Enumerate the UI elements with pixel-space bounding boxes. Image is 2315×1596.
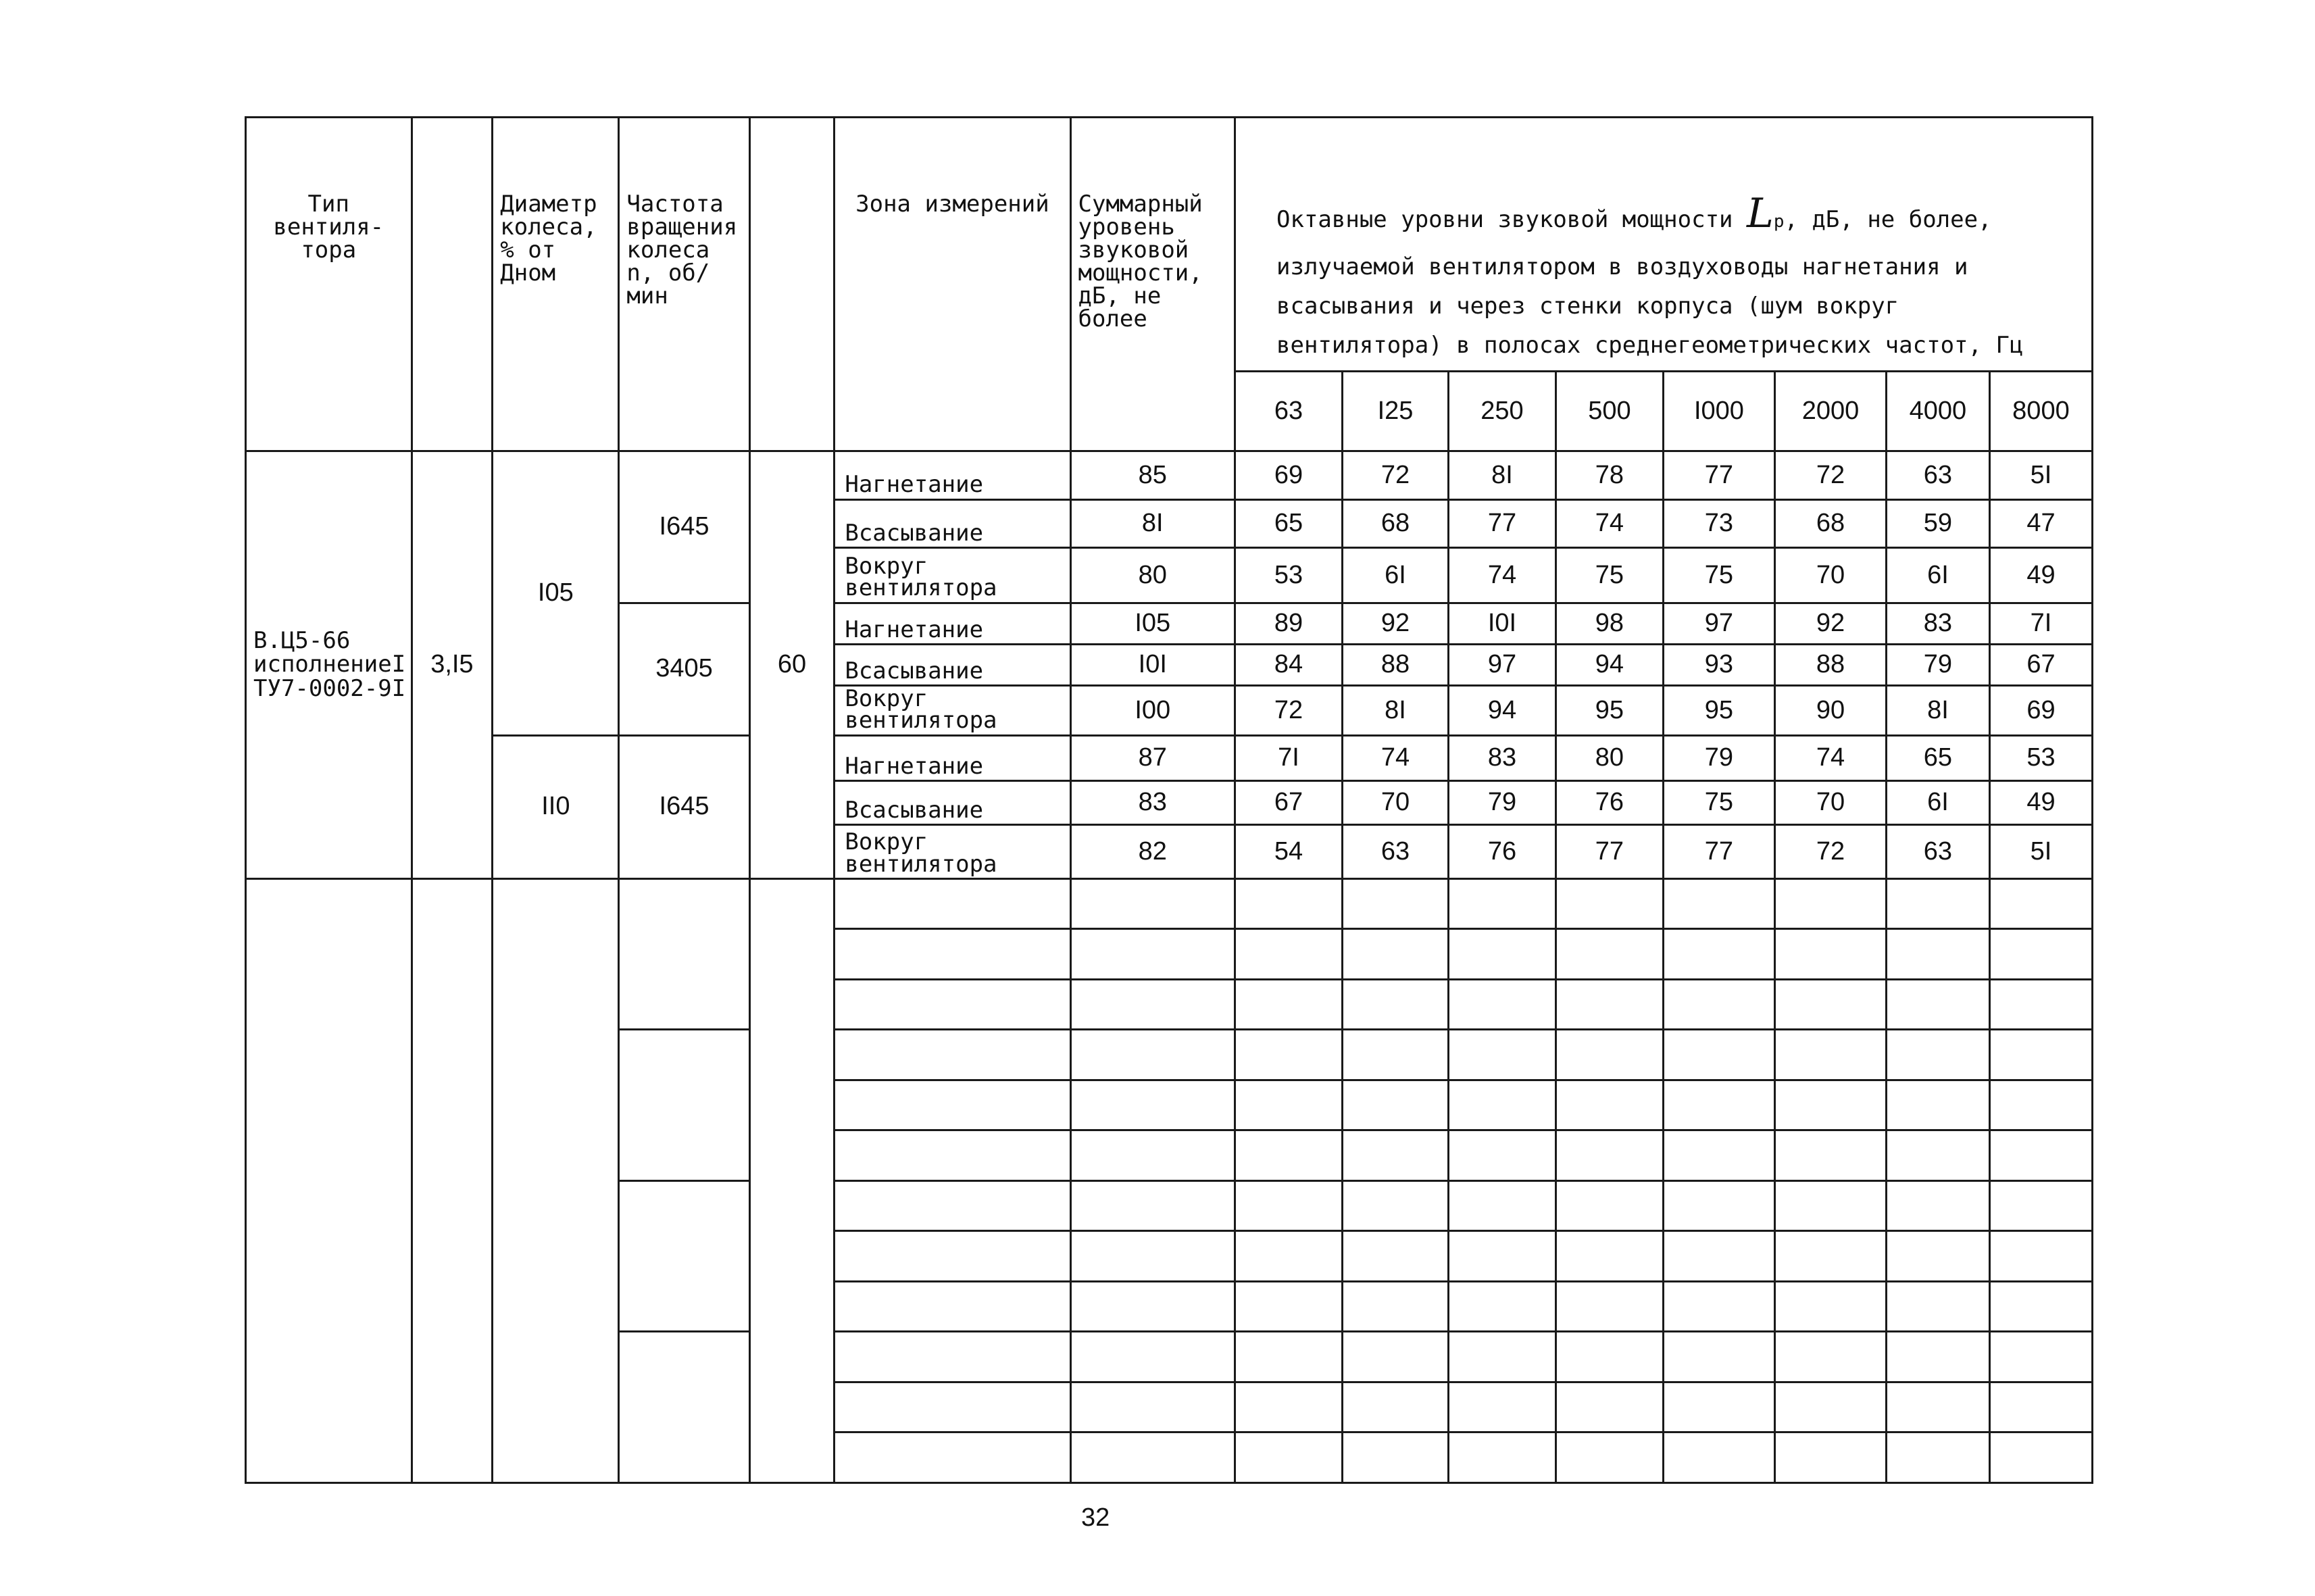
- empty-cell: [1448, 1382, 1555, 1432]
- empty-cell: [1448, 1130, 1555, 1180]
- empty-cell: [1555, 1130, 1663, 1180]
- empty-cell: [1555, 1080, 1663, 1130]
- empty-cell: [1886, 1332, 1989, 1382]
- zone-cell: Вокруг вентилятора: [835, 686, 1070, 735]
- empty-cell: [1343, 1382, 1449, 1432]
- header-total-level: Суммарный уровень звуковой мощности, дБ, не более: [1070, 118, 1235, 451]
- empty-cell: [1070, 1332, 1235, 1382]
- empty-cell: [1886, 1080, 1989, 1130]
- freq-header-cell: 250: [1448, 371, 1555, 451]
- octave-level-cell: 49: [1989, 548, 2092, 603]
- empty-cell: [1070, 1382, 1235, 1432]
- empty-cell: [835, 1382, 1070, 1432]
- empty-cell: [1989, 929, 2092, 979]
- empty-cell: [1070, 1130, 1235, 1180]
- header-speed: Частота вращения колеса n, об/мин: [619, 118, 749, 451]
- empty-cell: [835, 1080, 1070, 1130]
- empty-cell: [1886, 979, 1989, 1029]
- empty-cell: [1774, 1332, 1886, 1382]
- empty-cell: [1343, 929, 1449, 979]
- empty-cell: [1663, 878, 1774, 928]
- empty-cell: [1070, 1030, 1235, 1080]
- octave-level-cell: 72: [1774, 825, 1886, 879]
- octave-level-cell: 63: [1886, 451, 1989, 499]
- empty-cell: [1448, 1080, 1555, 1130]
- total-level-cell: 85: [1070, 451, 1235, 499]
- empty-cell: [1886, 1281, 1989, 1331]
- empty-cell: [1448, 1231, 1555, 1281]
- octave-level-cell: 90: [1774, 686, 1886, 735]
- octave-level-cell: 97: [1663, 603, 1774, 644]
- octave-level-cell: 95: [1663, 686, 1774, 735]
- freq-header-cell: 4000: [1886, 371, 1989, 451]
- empty-cell: [1989, 979, 2092, 1029]
- octave-level-cell: 6I: [1343, 548, 1449, 603]
- octave-level-cell: 74: [1774, 735, 1886, 780]
- total-level-cell: 87: [1070, 735, 1235, 780]
- octave-level-cell: 83: [1448, 735, 1555, 780]
- zone-cell: Нагнетание: [835, 735, 1070, 780]
- octave-level-cell: 69: [1235, 451, 1343, 499]
- empty-cell: [1343, 1231, 1449, 1281]
- table-row: [246, 451, 2093, 499]
- octave-level-cell: 6I: [1886, 781, 1989, 825]
- octave-level-cell: 88: [1343, 645, 1449, 686]
- octave-level-cell: 69: [1989, 686, 2092, 735]
- empty-cell: [1070, 929, 1235, 979]
- freq-header-cell: I25: [1343, 371, 1449, 451]
- octave-level-cell: 78: [1555, 451, 1663, 499]
- zone-cell: Нагнетание: [835, 603, 1070, 644]
- octave-level-cell: 8I: [1448, 451, 1555, 499]
- octave-level-cell: 65: [1235, 499, 1343, 547]
- empty-cell: [1886, 929, 1989, 979]
- zone-cell: Всасывание: [835, 781, 1070, 825]
- diameter-cell: I05: [493, 451, 619, 735]
- zone-cell: Вокруг вентилятора: [835, 825, 1070, 879]
- freq-header-cell: 500: [1555, 371, 1663, 451]
- fan-noise-table: [245, 116, 2093, 1484]
- octave-level-cell: 89: [1235, 603, 1343, 644]
- octave-level-cell: 77: [1663, 451, 1774, 499]
- empty-cell: [1886, 1382, 1989, 1432]
- empty-type-cell: [246, 878, 412, 1482]
- empty-cell: [1663, 1130, 1774, 1180]
- empty-cell: [835, 929, 1070, 979]
- empty-cell: [1235, 1030, 1343, 1080]
- octave-level-cell: 76: [1555, 781, 1663, 825]
- empty-speed-cell: [619, 1180, 749, 1331]
- empty-cell: [1663, 1231, 1774, 1281]
- octave-level-cell: 75: [1663, 781, 1774, 825]
- octave-level-cell: 7I: [1989, 603, 2092, 644]
- zone-cell: Всасывание: [835, 499, 1070, 547]
- empty-cell: [1989, 1382, 2092, 1432]
- empty-cell: [1774, 1130, 1886, 1180]
- empty-cell: [1886, 1432, 1989, 1483]
- octave-level-cell: 93: [1663, 645, 1774, 686]
- empty-cell: [1886, 1231, 1989, 1281]
- octave-pre: Октавные уровни звуковой мощности: [1276, 206, 1733, 233]
- freq-header-cell: 8000: [1989, 371, 2092, 451]
- empty-cell: [1989, 1130, 2092, 1180]
- octave-level-cell: 5I: [1989, 451, 2092, 499]
- octave-level-cell: 53: [1989, 735, 2092, 780]
- octave-level-cell: 84: [1235, 645, 1343, 686]
- empty-cell: [1774, 1080, 1886, 1130]
- empty-cell: [835, 1231, 1070, 1281]
- octave-level-cell: 72: [1774, 451, 1886, 499]
- octave-level-cell: 6I: [1886, 548, 1989, 603]
- octave-level-cell: 8I: [1343, 686, 1449, 735]
- empty-cell: [1774, 1180, 1886, 1230]
- empty-cell: [1235, 878, 1343, 928]
- empty-cell: [1235, 1281, 1343, 1331]
- empty-cell: [1555, 1231, 1663, 1281]
- empty-cell: [1343, 979, 1449, 1029]
- octave-level-cell: 77: [1663, 825, 1774, 879]
- empty-cell: [1448, 878, 1555, 928]
- empty-cell: [1774, 1281, 1886, 1331]
- empty-row: [246, 878, 2093, 928]
- total-level-cell: 80: [1070, 548, 1235, 603]
- empty-cell: [1235, 1180, 1343, 1230]
- octave-level-cell: 47: [1989, 499, 2092, 547]
- octave-level-cell: 5I: [1989, 825, 2092, 879]
- octave-level-cell: 98: [1555, 603, 1663, 644]
- octave-level-cell: 67: [1989, 645, 2092, 686]
- octave-level-cell: 72: [1343, 451, 1449, 499]
- empty-cell: [1774, 1030, 1886, 1080]
- current-freq-cell: 60: [749, 451, 835, 879]
- speed-cell: 3405: [619, 603, 749, 735]
- empty-cell: [1774, 1231, 1886, 1281]
- empty-cell: [1989, 1281, 2092, 1331]
- octave-level-cell: 68: [1774, 499, 1886, 547]
- octave-level-cell: 63: [1343, 825, 1449, 879]
- octave-level-cell: 74: [1555, 499, 1663, 547]
- header-current-freq: [749, 118, 835, 451]
- octave-level-cell: 88: [1774, 645, 1886, 686]
- empty-cell: [1774, 979, 1886, 1029]
- octave-level-cell: 79: [1448, 781, 1555, 825]
- empty-cell: [1343, 1432, 1449, 1483]
- octave-level-cell: 79: [1886, 645, 1989, 686]
- empty-cell: [1663, 979, 1774, 1029]
- fan-type-cell: В.Ц5-66 исполнениеI ТУ7-0002-9I: [246, 451, 412, 879]
- empty-cell: [1235, 1080, 1343, 1130]
- header-diameter: Диаметр колеса, % от Дном: [493, 118, 619, 451]
- speed-cell: I645: [619, 735, 749, 878]
- empty-cell: [1343, 878, 1449, 928]
- octave-level-cell: 92: [1774, 603, 1886, 644]
- octave-level-cell: 92: [1343, 603, 1449, 644]
- fan-number-cell: 3,I5: [412, 451, 493, 879]
- page-number: 32: [1081, 1503, 1110, 1532]
- speed-cell: I645: [619, 451, 749, 603]
- empty-cell: [1070, 1281, 1235, 1331]
- empty-cell: [835, 878, 1070, 928]
- empty-cell: [1555, 1382, 1663, 1432]
- empty-number-cell: [412, 878, 493, 1482]
- octave-level-cell: 79: [1663, 735, 1774, 780]
- empty-cell: [1343, 1080, 1449, 1130]
- empty-cell: [1555, 1432, 1663, 1483]
- octave-level-cell: 94: [1448, 686, 1555, 735]
- freq-header-cell: I000: [1663, 371, 1774, 451]
- empty-cell: [1989, 1180, 2092, 1230]
- table-body: [246, 118, 2093, 1483]
- empty-cell: [1989, 1231, 2092, 1281]
- empty-cell: [835, 1432, 1070, 1483]
- zone-cell: Всасывание: [835, 645, 1070, 686]
- empty-cell: [1555, 1281, 1663, 1331]
- empty-cell: [1663, 1281, 1774, 1331]
- diameter-cell: II0: [493, 735, 619, 878]
- empty-cell: [1070, 1080, 1235, 1130]
- octave-level-cell: 83: [1886, 603, 1989, 644]
- empty-cell: [1235, 1382, 1343, 1432]
- empty-cell: [1555, 1332, 1663, 1382]
- empty-speed-cell: [619, 1030, 749, 1180]
- empty-cell: [1886, 1030, 1989, 1080]
- empty-diameter-cell: [493, 878, 619, 1482]
- octave-level-cell: 74: [1448, 548, 1555, 603]
- empty-cell: [835, 979, 1070, 1029]
- octave-level-cell: 80: [1555, 735, 1663, 780]
- empty-cell: [835, 1281, 1070, 1331]
- header-fan-type: Тип вентиля-тора: [246, 118, 412, 451]
- octave-level-cell: 77: [1555, 825, 1663, 879]
- empty-cell: [1663, 1180, 1774, 1230]
- empty-cell: [1448, 979, 1555, 1029]
- empty-cell: [1448, 1030, 1555, 1080]
- empty-cell: [1343, 1180, 1449, 1230]
- empty-cell: [1235, 1130, 1343, 1180]
- octave-level-cell: 67: [1235, 781, 1343, 825]
- table-row: [246, 735, 2093, 780]
- empty-cell: [1555, 979, 1663, 1029]
- octave-level-cell: 75: [1555, 548, 1663, 603]
- octave-level-cell: 95: [1555, 686, 1663, 735]
- empty-cell: [1448, 1281, 1555, 1331]
- octave-level-cell: 49: [1989, 781, 2092, 825]
- empty-cell: [1448, 929, 1555, 979]
- empty-cell: [1774, 1432, 1886, 1483]
- empty-cell: [835, 1180, 1070, 1230]
- octave-level-cell: 77: [1448, 499, 1555, 547]
- total-level-cell: 82: [1070, 825, 1235, 879]
- octave-level-cell: I0I: [1448, 603, 1555, 644]
- empty-cell: [1343, 1281, 1449, 1331]
- empty-speed-cell: [619, 1332, 749, 1483]
- octave-level-cell: 63: [1886, 825, 1989, 879]
- octave-level-cell: 73: [1663, 499, 1774, 547]
- empty-cell: [1555, 1180, 1663, 1230]
- freq-header-cell: 63: [1235, 371, 1343, 451]
- header-zone: Зона измерений: [835, 118, 1070, 451]
- empty-cell: [1448, 1432, 1555, 1483]
- total-level-cell: 8I: [1070, 499, 1235, 547]
- zone-cell: Вокруг вентилятора: [835, 548, 1070, 603]
- empty-cell: [1235, 1231, 1343, 1281]
- octave-post: , дБ, не более, излучаемой вентилятором в воздуховоды нагнетания и всасывания и через стенки корпуса (шум вокруг вентилятора) в полосах среднегеометрических частот, Гц: [1276, 206, 2024, 359]
- octave-level-cell: 68: [1343, 499, 1449, 547]
- empty-cell: [1774, 1382, 1886, 1432]
- empty-cell: [1235, 1432, 1343, 1483]
- empty-cell: [1989, 1432, 2092, 1483]
- freq-header-cell: 2000: [1774, 371, 1886, 451]
- empty-cell: [1448, 1180, 1555, 1230]
- octave-level-cell: 8I: [1886, 686, 1989, 735]
- octave-level-cell: 74: [1343, 735, 1449, 780]
- octave-symbol: L: [1747, 190, 1774, 237]
- empty-freq-cell: [749, 878, 835, 1482]
- empty-cell: [1235, 979, 1343, 1029]
- octave-level-cell: 53: [1235, 548, 1343, 603]
- empty-cell: [1555, 1030, 1663, 1080]
- octave-level-cell: 59: [1886, 499, 1989, 547]
- empty-cell: [1663, 929, 1774, 979]
- empty-cell: [1070, 979, 1235, 1029]
- empty-cell: [1886, 1180, 1989, 1230]
- empty-cell: [1070, 1231, 1235, 1281]
- empty-cell: [1343, 1130, 1449, 1180]
- empty-cell: [1663, 1080, 1774, 1130]
- header-octave-levels: [1235, 118, 2093, 372]
- empty-cell: [835, 1030, 1070, 1080]
- octave-level-cell: 70: [1774, 548, 1886, 603]
- total-level-cell: I05: [1070, 603, 1235, 644]
- empty-cell: [1774, 929, 1886, 979]
- empty-cell: [1886, 878, 1989, 928]
- empty-cell: [1070, 878, 1235, 928]
- header-fan-number: [412, 118, 493, 451]
- octave-level-cell: 70: [1343, 781, 1449, 825]
- empty-cell: [1663, 1432, 1774, 1483]
- empty-cell: [1235, 929, 1343, 979]
- octave-level-cell: 70: [1774, 781, 1886, 825]
- empty-cell: [1774, 878, 1886, 928]
- empty-cell: [1663, 1382, 1774, 1432]
- empty-cell: [1989, 878, 2092, 928]
- empty-speed-cell: [619, 878, 749, 1029]
- octave-level-cell: 94: [1555, 645, 1663, 686]
- octave-level-cell: 76: [1448, 825, 1555, 879]
- empty-cell: [1663, 1030, 1774, 1080]
- empty-cell: [1989, 1030, 2092, 1080]
- octave-level-cell: 97: [1448, 645, 1555, 686]
- empty-cell: [1989, 1332, 2092, 1382]
- empty-cell: [1448, 1332, 1555, 1382]
- octave-level-cell: 54: [1235, 825, 1343, 879]
- empty-cell: [1235, 1332, 1343, 1382]
- total-level-cell: I0I: [1070, 645, 1235, 686]
- octave-level-cell: 72: [1235, 686, 1343, 735]
- empty-cell: [835, 1130, 1070, 1180]
- empty-cell: [1343, 1332, 1449, 1382]
- octave-level-cell: 65: [1886, 735, 1989, 780]
- octave-level-cell: 75: [1663, 548, 1774, 603]
- empty-cell: [1070, 1180, 1235, 1230]
- octave-sub: р: [1773, 211, 1785, 232]
- empty-cell: [1070, 1432, 1235, 1483]
- empty-cell: [1343, 1030, 1449, 1080]
- octave-level-cell: 7I: [1235, 735, 1343, 780]
- total-level-cell: I00: [1070, 686, 1235, 735]
- empty-cell: [1886, 1130, 1989, 1180]
- empty-cell: [1555, 878, 1663, 928]
- empty-cell: [835, 1332, 1070, 1382]
- empty-cell: [1555, 929, 1663, 979]
- empty-cell: [1989, 1080, 2092, 1130]
- empty-cell: [1663, 1332, 1774, 1382]
- total-level-cell: 83: [1070, 781, 1235, 825]
- zone-cell: Нагнетание: [835, 451, 1070, 499]
